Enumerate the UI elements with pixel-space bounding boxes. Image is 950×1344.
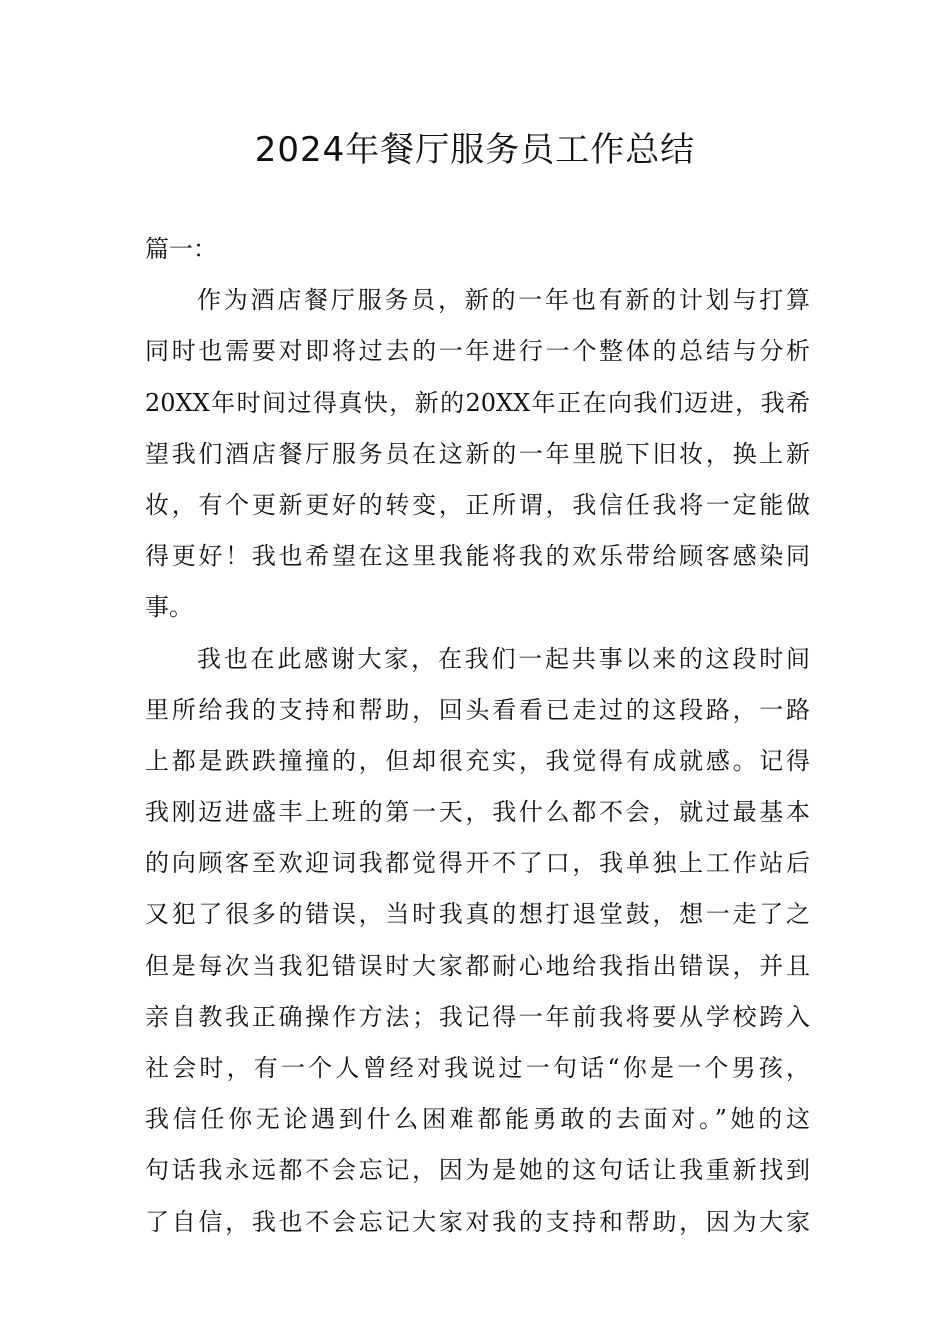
paragraph-2-line: 我信任你无论遇到什么困难都能勇敢的去面对。”她的这 [145, 1105, 810, 1134]
paragraph-2-line: 亲自教我正确操作方法；我记得一年前我将要从学校跨入 [145, 1002, 810, 1031]
paragraph-2-line: 里所给我的支持和帮助，回头看看已走过的这段路，一路 [145, 695, 810, 724]
section-heading: 篇一： [145, 235, 217, 263]
document-title: 2024年餐厅服务员工作总结 [254, 130, 696, 170]
paragraph-1-line: 20XX年时间过得真快，新的20XX年正在向我们迈进，我希 [145, 388, 810, 417]
document-body [145, 224, 810, 1248]
paragraph-1-line: 同时也需要对即将过去的一年进行一个整体的总结与分析 [145, 337, 810, 366]
paragraph-2-line: 但是每次当我犯错误时大家都耐心地给我指出错误，并且 [145, 951, 810, 980]
paragraph-2-line: 又犯了很多的错误，当时我真的想打退堂鼓，想一走了之 [145, 900, 810, 929]
paragraph-2-line: 社会时，有一个人曾经对我说过一句话“你是一个男孩， [145, 1054, 810, 1082]
paragraph-2-line: 的向顾客至欢迎词我都觉得开不了口，我单独上工作站后 [145, 849, 810, 878]
paragraph-2-line: 我刚迈进盛丰上班的第一天，我什么都不会，就过最基本 [145, 798, 810, 827]
paragraph-2-line: 我也在此感谢大家，在我们一起共事以来的这段时间 [197, 644, 810, 673]
paragraph-1-line: 得更好！我也希望在这里我能将我的欢乐带给顾客感染同 [145, 542, 810, 571]
paragraph-1-line: 妆，有个更新更好的转变，正所谓，我信任我将一定能做 [145, 490, 810, 519]
paragraph-1-line: 事。 [145, 593, 193, 622]
paragraph-2-line: 句话我永远都不会忘记，因为是她的这句话让我重新找到 [145, 1156, 810, 1185]
paragraph-2-line: 了自信，我也不会忘记大家对我的支持和帮助，因为大家 [145, 1207, 810, 1236]
paragraph-2-line: 上都是跌跌撞撞的，但却很充实，我觉得有成就感。记得 [145, 746, 810, 775]
paragraph-1-line: 望我们酒店餐厅服务员在这新的一年里脱下旧妆，换上新 [145, 439, 810, 468]
paragraph-1-line: 作为酒店餐厅服务员，新的一年也有新的计划与打算 [197, 286, 810, 315]
